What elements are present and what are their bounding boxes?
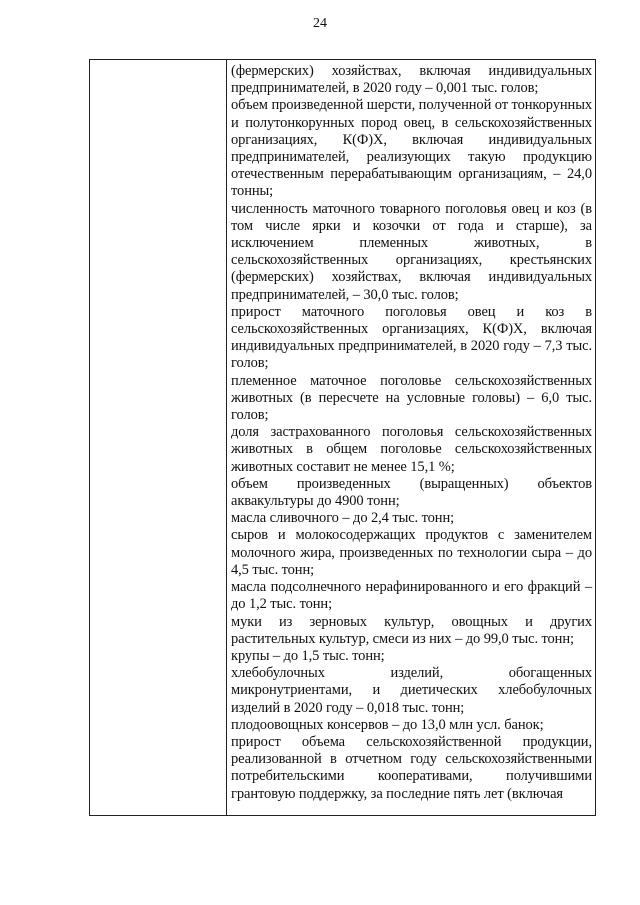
table-paragraph: плодоовощных консервов – до 13,0 млн усл. банок;: [231, 716, 544, 733]
table-right-column: [227, 60, 595, 815]
table-paragraph: сыров и молокосодержащих продуктов с заменителем молочного жира, произведенных по технологии сыра – до 4,5 тыс. тонн;: [231, 527, 592, 578]
table-paragraph: прирост маточного поголовья овец и коз в сельскохозяйственных организациях, К(Ф)Х, включая индивидуальных предпринимателей, в 2020 году – 7,3 тыс. голов;: [231, 303, 592, 372]
table-paragraph: объем произведенных (выращенных) объектов аквакультуры до 4900 тонн;: [231, 475, 592, 510]
table-paragraph: крупы – до 1,5 тыс. тонн;: [231, 647, 385, 664]
table-paragraph: масла подсолнечного нерафинированного и его фракций – до 1,2 тыс. тонн;: [231, 579, 592, 613]
table-paragraph: доля застрахованного поголовья сельскохозяйственных животных в общем поголовье сельскохозяйственных животных составит не менее 15,1 %;: [231, 424, 592, 475]
table-paragraph: объем произведенной шерсти, полученной от тонкорунных и полутонкорунных пород овец, в сельскохозяйственных организациях, К(Ф)Х, включая индивидуальных предпринимателей, реализующих такую продукцию отечественным перерабатывающим организациям, – 24,0 тонны;: [231, 97, 592, 200]
page-number: 24: [313, 16, 327, 31]
document-table: [89, 59, 596, 816]
table-paragraph: прирост объема сельскохозяйственной продукции, реализованной в отчетном году сельскохозяйственными потребительскими кооперативами, получившими грантовую поддержку, за последние пять лет (включая: [231, 733, 592, 802]
table-paragraph: численность маточного товарного поголовья овец и коз (в том числе ярки и козочки от года и старше), за исключением племенных животных, в сельскохозяйственных организациях, крестьянских (фермерских) хозяйствах, включая индивидуальных предпринимателей, – 30,0 тыс. голов;: [231, 200, 592, 303]
table-paragraph: племенное маточное поголовье сельскохозяйственных животных (в пересчете на условные головы) – 6,0 тыс. голов;: [231, 372, 592, 424]
table-paragraph: масла сливочного – до 2,4 тыс. тонн;: [231, 510, 455, 527]
table-paragraph: муки из зерновых культур, овощных и других растительных культур, смеси из них – до 99,0 тыс. тонн;: [231, 613, 592, 647]
table-paragraph: хлебобулочных изделий, обогащенных микронутриентами, и диетических хлебобулочных изделий в 2020 году – 0,018 тыс. тонн;: [231, 665, 592, 716]
table-paragraph: (фермерских) хозяйствах, включая индивидуальных предпринимателей, в 2020 году – 0,001 тыс. голов;: [231, 63, 592, 97]
table-left-column: [90, 60, 227, 815]
